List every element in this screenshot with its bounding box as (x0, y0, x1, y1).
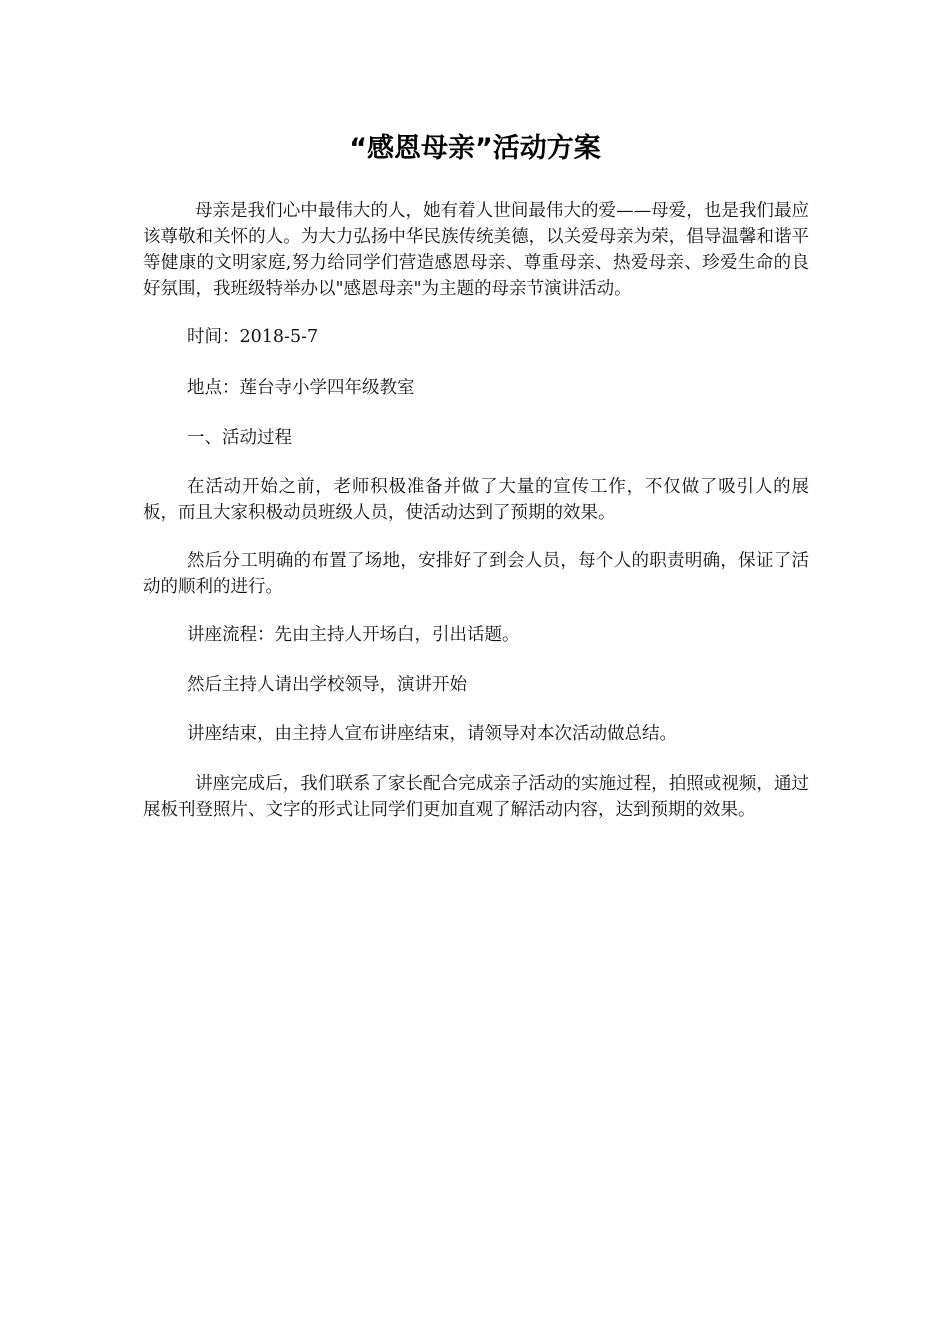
document-title: “感恩母亲”活动方案 (349, 133, 601, 164)
intro-paragraph: 母亲是我们心中最伟大的人，她有着人世间最伟大的爱——母爱，也是我们最应该尊敬和关怀的人。为大力弘扬中华民族传统美德，以关爱母亲为荣，倡导温馨和谐平等健康的文明家庭,努力给同学们营造感恩母亲、尊重母亲、热爱母亲、珍爱生命的良好氛围，我班级特举办以"感恩母亲"为主题的母亲节演讲活动。 (143, 201, 809, 299)
body-paragraph: 然后主持人请出学校领导，演讲开始 (187, 675, 467, 695)
location-line: 地点：莲台寺小学四年级教室 (187, 378, 415, 398)
closing-paragraph: 讲座完成后，我们联系了家长配合完成亲子活动的实施过程，拍照或视频，通过展板刊登照片、文字的形式让同学们更加直观了解活动内容，达到预期的效果。 (143, 774, 809, 820)
body-paragraph: 讲座流程：先由主持人开场白，引出话题。 (187, 625, 520, 645)
body-paragraph: 然后分工明确的布置了场地，安排好了到会人员，每个人的职责明确，保证了活动的顺利的进行。 (143, 551, 809, 597)
body-paragraph: 讲座结束，由主持人宣布讲座结束，请领导对本次活动做总结。 (187, 724, 677, 744)
section-heading: 一、活动过程 (187, 428, 292, 448)
time-line: 时间：2018-5-7 (187, 327, 319, 347)
body-paragraph: 在活动开始之前，老师积极准备并做了大量的宣传工作，不仅做了吸引人的展板，而且大家积极动员班级人员，使活动达到了预期的效果。 (143, 477, 809, 523)
